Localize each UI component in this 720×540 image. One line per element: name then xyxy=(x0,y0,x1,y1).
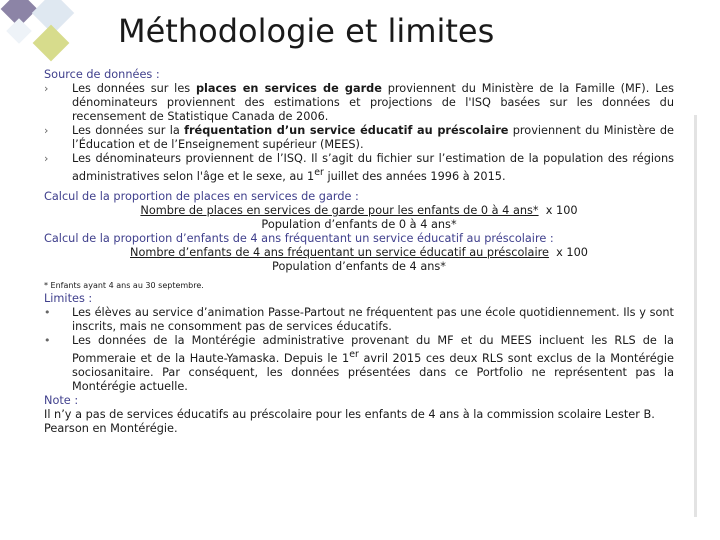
calc1-heading: Calcul de la proportion de places en services de garde : xyxy=(44,189,359,203)
note-heading: Note : xyxy=(44,393,79,407)
decor-right-bar xyxy=(694,115,697,517)
decor-diamond-pale xyxy=(6,18,31,43)
bullet-dot-icon: • xyxy=(44,333,51,347)
limits-bullet-1: • Les élèves au service d’animation Passe-Partout ne fréquentent pas une école quotidiennement. Ils y sont inscrits, mais ne consomment pas de services éducatifs. xyxy=(44,305,674,333)
page-title: Méthodologie et limites xyxy=(118,12,495,50)
calc2-formula xyxy=(44,246,674,260)
calc1-formula xyxy=(44,204,674,218)
bullet-dot-icon: • xyxy=(44,305,51,319)
limits-heading: Limites : xyxy=(44,291,93,305)
note-text: Il n’y a pas de services éducatifs au préscolaire pour les enfants de 4 ans à la commission scolaire Lester B. Pearson en Montérégie. xyxy=(44,407,655,435)
content-body xyxy=(44,68,674,436)
calc2-heading: Calcul de la proportion d’enfants de 4 ans fréquentant un service éducatif au préscolaire : xyxy=(44,231,554,245)
chevron-icon: › xyxy=(44,152,49,165)
calc2-denominator: Population d’enfants de 4 ans* xyxy=(272,259,446,273)
footnote: * Enfants ayant 4 ans au 30 septembre. xyxy=(44,280,204,290)
source-bullet-2: › Les données sur la fréquentation d’un service éducatif au préscolaire proviennent du Ministère de l’Éducation et de l’Enseignement supérieur (MEES). xyxy=(44,124,674,151)
decor-diamond-green xyxy=(33,25,70,62)
chevron-icon: › xyxy=(44,124,49,137)
source-heading: Source de données : xyxy=(44,68,160,81)
calc2-numerator: Nombre d’enfants de 4 ans fréquentant un service éducatif au préscolaire xyxy=(130,245,549,259)
calc1-factor: x 100 xyxy=(545,203,578,217)
calc2-factor: x 100 xyxy=(556,245,588,259)
chevron-icon: › xyxy=(44,82,49,95)
calc1-denominator: Population d’enfants de 0 à 4 ans* xyxy=(261,217,457,231)
source-bullet-1: › Les données sur les places en services de garde proviennent du Ministère de la Famille (MF). Les dénominateurs proviennent des estimations et projections de l'ISQ basées sur les données du recensement de Statistique Canada de 2006. xyxy=(44,82,675,123)
limits-bullet-2: • Les données de la Montérégie administrative provenant du MF et du MEES incluent les RLS de la Pommeraie et de la Haute-Yamaska. Depuis le 1er avril 2015 ces deux RLS sont exclus de la Montérégie sociosanitaire. Par conséquent, les données présentées dans ce Portfolio ne représentent pas la Montérégie actuelle. xyxy=(44,333,674,393)
source-bullet-3: › Les dénominateurs proviennent de l’ISQ. Il s’agit du fichier sur l’estimation de la population des régions administratives selon l'âge et le sexe, au 1er juillet des années 1996 à 2015. xyxy=(44,152,674,183)
calc1-numerator: Nombre de places en services de garde pour les enfants de 0 à 4 ans* xyxy=(140,203,539,217)
